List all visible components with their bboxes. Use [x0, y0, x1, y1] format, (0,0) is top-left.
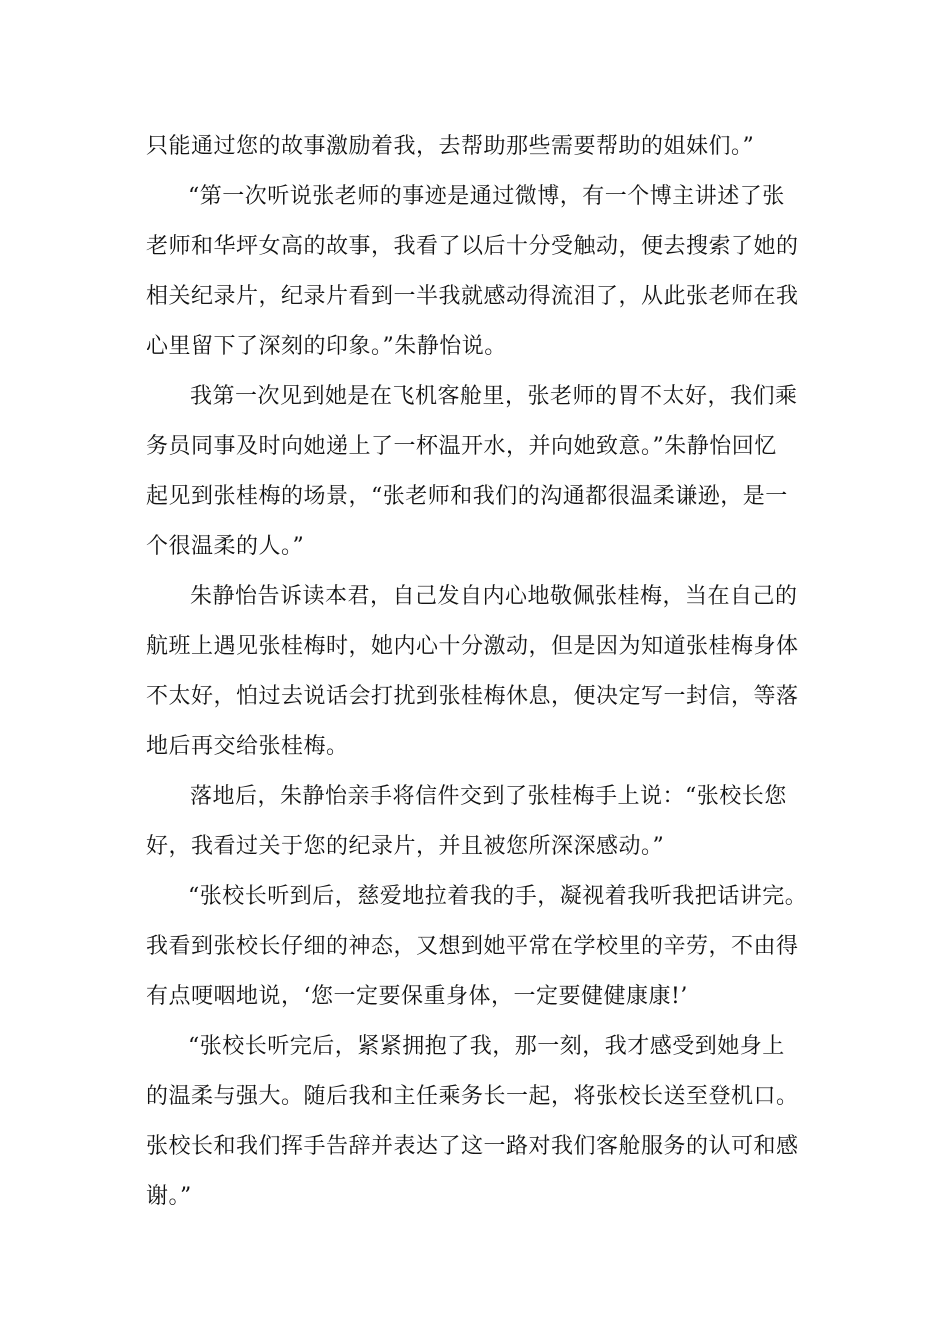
text-line: 务员同事及时向她递上了一杯温开水，并向她致意。”朱静怡回忆: [146, 434, 777, 459]
text-line: 我第一次见到她是在飞机客舱里，张老师的胃不太好，我们乘: [190, 384, 798, 409]
text-line: 航班上遇见张桂梅时，她内心十分激动，但是因为知道张桂梅身体: [146, 634, 799, 659]
text-line: 有点哽咽地说，‘您一定要保重身体，一定要健健康康!’: [146, 984, 688, 1009]
text-line: 朱静怡告诉读本君，自己发自内心地敬佩张桂梅，当在自己的: [190, 584, 798, 609]
text-line: 的温柔与强大。随后我和主任乘务长一起，将张校长送至登机口。: [146, 1084, 799, 1109]
text-line: 地后再交给张桂梅。: [146, 734, 349, 759]
text-line: 心里留下了深刻的印象。”朱静怡说。: [146, 334, 507, 359]
text-line: 老师和华坪女高的故事，我看了以后十分受触动，便去搜索了她的: [146, 234, 799, 259]
text-line: 个很温柔的人。”: [146, 534, 305, 559]
text-line: 张校长和我们挥手告辞并表达了这一路对我们客舱服务的认可和感: [146, 1134, 799, 1159]
text-line: 落地后，朱静怡亲手将信件交到了张桂梅手上说：“张校长您: [190, 784, 787, 809]
text-line: 我看到张校长仔细的神态，又想到她平常在学校里的辛劳，不由得: [146, 934, 799, 959]
text-line: 相关纪录片，纪录片看到一半我就感动得流泪了，从此张老师在我: [146, 284, 799, 309]
text-line: “张校长听到后，慈爱地拉着我的手，凝视着我听我把话讲完。: [188, 884, 808, 909]
text-line: 不太好，怕过去说话会打扰到张桂梅休息，便决定写一封信，等落: [146, 684, 799, 709]
text-line: 谢。”: [146, 1184, 192, 1209]
text-line: 起见到张桂梅的场景，“张老师和我们的沟通都很温柔谦逊，是一: [146, 484, 788, 509]
text-line: “第一次听说张老师的事迹是通过微博，有一个博主讲述了张: [188, 184, 785, 209]
text-line: “张校长听完后，紧紧拥抱了我，那一刻，我才感受到她身上: [188, 1034, 785, 1059]
text-line: 好，我看过关于您的纪录片，并且被您所深深感动。”: [146, 834, 665, 859]
text-line: 只能通过您的故事激励着我，去帮助那些需要帮助的姐妹们。”: [146, 134, 755, 159]
